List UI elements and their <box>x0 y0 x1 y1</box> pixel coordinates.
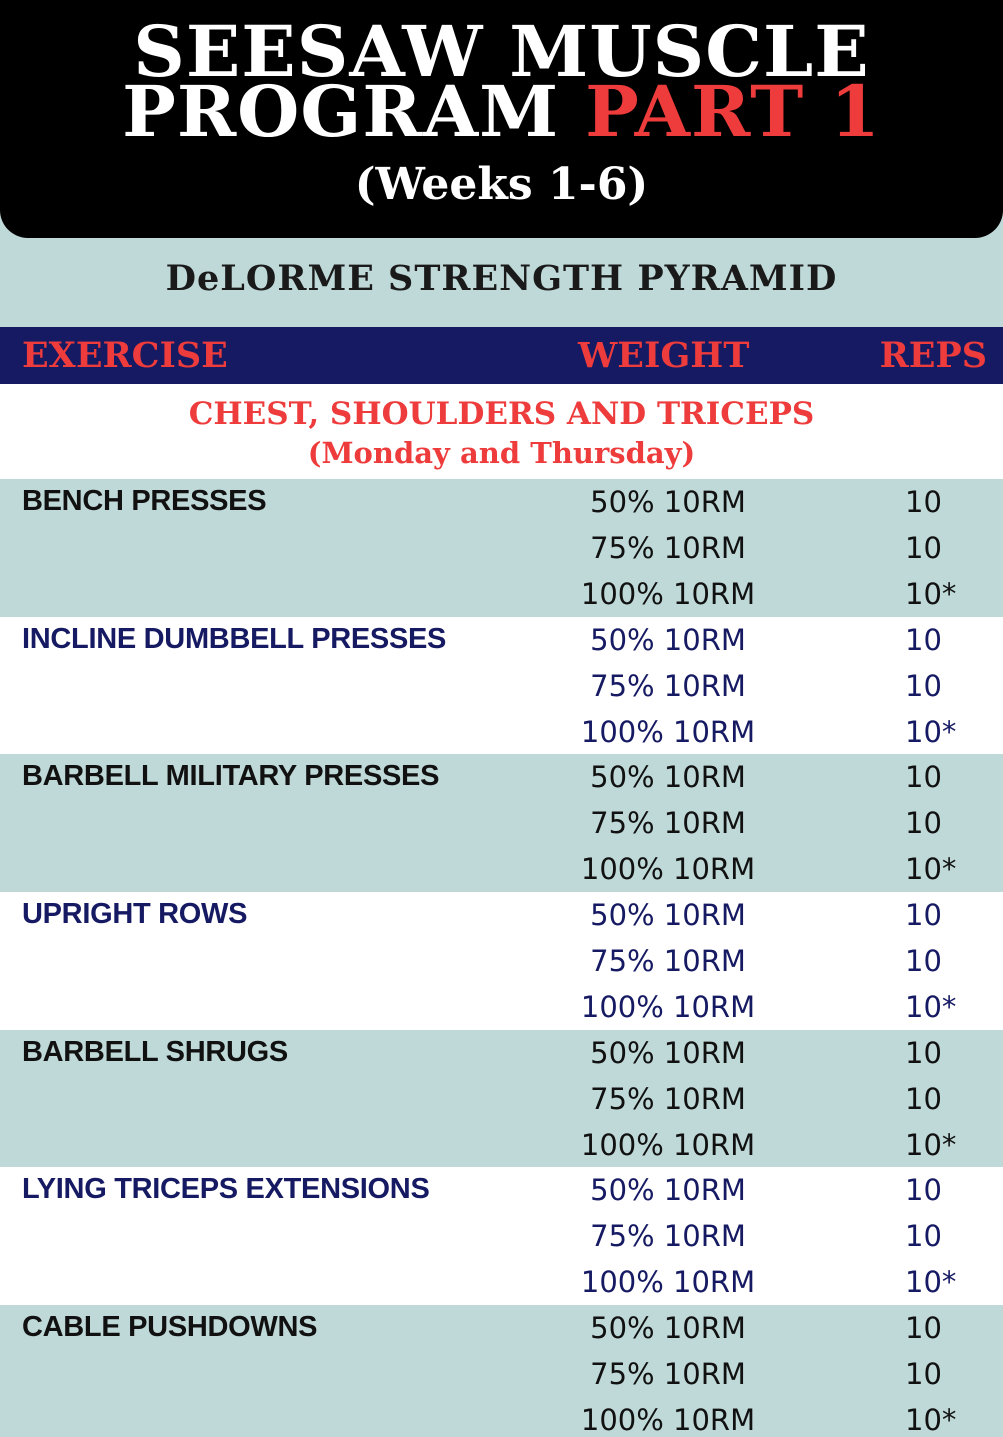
set-reps: 10 <box>905 760 942 795</box>
set-row <box>0 984 1003 1030</box>
set-row <box>0 1259 1003 1305</box>
set-weight: 100% 10RM <box>580 1265 756 1300</box>
set-reps: 10* <box>905 990 957 1025</box>
set-row <box>0 571 1003 617</box>
set-weight: 75% 10RM <box>590 1081 746 1116</box>
set-row <box>0 1167 1003 1213</box>
set-reps: 10* <box>905 1127 957 1162</box>
set-weight: 100% 10RM <box>580 1403 756 1437</box>
exercise-row <box>0 1305 1003 1437</box>
set-row <box>0 663 1003 709</box>
program-subtitle: DeLORME STRENGTH PYRAMID <box>165 258 838 299</box>
weeks-label: (Weeks 1-6) <box>354 159 649 210</box>
set-weight: 100% 10RM <box>580 577 756 611</box>
exercise-table <box>0 479 1003 1437</box>
set-row <box>0 617 1003 663</box>
set-weight: 75% 10RM <box>590 1219 746 1254</box>
exercise-name: CABLE PUSHDOWNS <box>22 1311 318 1344</box>
set-weight: 100% 10RM <box>580 1127 756 1162</box>
set-row <box>0 892 1003 938</box>
set-weight: 50% 10RM <box>590 1173 746 1208</box>
set-reps: 10 <box>905 806 942 841</box>
set-row <box>0 709 1003 755</box>
header-banner <box>0 0 1003 238</box>
set-reps: 10* <box>905 577 957 611</box>
set-weight: 100% 10RM <box>580 990 756 1025</box>
set-reps: 10 <box>905 898 942 933</box>
set-weight: 75% 10RM <box>590 668 746 703</box>
title-line-2 <box>0 70 1003 153</box>
set-reps: 10 <box>905 622 942 657</box>
set-row <box>0 525 1003 571</box>
set-weight: 50% 10RM <box>590 898 746 933</box>
set-row <box>0 479 1003 525</box>
set-row <box>0 800 1003 846</box>
set-reps: 10 <box>905 1311 942 1346</box>
set-reps: 10 <box>905 668 942 703</box>
column-header-bar <box>0 327 1003 384</box>
exercise-row <box>0 479 1003 617</box>
exercise-row <box>0 617 1003 755</box>
title-line-1: SEESAW MUSCLE <box>133 10 870 93</box>
set-weight: 50% 10RM <box>590 760 746 795</box>
set-weight: 50% 10RM <box>590 622 746 657</box>
section-header <box>0 384 1003 479</box>
column-exercise: EXERCISE <box>22 335 228 376</box>
column-reps: REPS <box>879 335 987 376</box>
title-part: PART 1 <box>585 70 881 153</box>
set-row <box>0 1122 1003 1168</box>
set-weight: 75% 10RM <box>590 944 746 979</box>
set-weight: 50% 10RM <box>590 1035 746 1070</box>
set-reps: 10 <box>905 485 942 519</box>
set-row <box>0 1397 1003 1437</box>
section-days: (Monday and Thursday) <box>307 436 696 470</box>
set-reps: 10 <box>905 1081 942 1116</box>
exercise-row <box>0 754 1003 892</box>
exercise-row <box>0 1030 1003 1168</box>
set-reps: 10 <box>905 1035 942 1070</box>
set-weight: 100% 10RM <box>580 714 756 749</box>
exercise-name: BARBELL MILITARY PRESSES <box>22 760 440 793</box>
set-row <box>0 938 1003 984</box>
set-reps: 10 <box>905 944 942 979</box>
exercise-row <box>0 892 1003 1030</box>
set-weight: 75% 10RM <box>590 806 746 841</box>
exercise-name: BENCH PRESSES <box>22 485 267 517</box>
set-row <box>0 1076 1003 1122</box>
set-row <box>0 754 1003 800</box>
set-reps: 10 <box>905 1219 942 1254</box>
exercise-name: INCLINE DUMBBELL PRESSES <box>22 622 447 655</box>
set-reps: 10 <box>905 531 942 565</box>
set-row <box>0 1030 1003 1076</box>
section-title: CHEST, SHOULDERS AND TRICEPS <box>188 396 815 432</box>
set-weight: 50% 10RM <box>590 1311 746 1346</box>
set-reps: 10 <box>905 1173 942 1208</box>
set-row <box>0 846 1003 892</box>
set-weight: 50% 10RM <box>590 485 746 519</box>
exercise-name: BARBELL SHRUGS <box>22 1035 288 1068</box>
set-reps: 10* <box>905 1265 957 1300</box>
set-weight: 75% 10RM <box>590 1357 746 1392</box>
set-row <box>0 1351 1003 1397</box>
exercise-name: LYING TRICEPS EXTENSIONS <box>22 1173 430 1206</box>
set-reps: 10 <box>905 1357 942 1392</box>
set-reps: 10* <box>905 1403 957 1437</box>
set-reps: 10* <box>905 852 957 887</box>
set-weight: 75% 10RM <box>590 531 746 565</box>
set-row <box>0 1213 1003 1259</box>
exercise-row <box>0 1167 1003 1305</box>
set-row <box>0 1305 1003 1351</box>
title-program: PROGRAM <box>122 70 560 153</box>
set-reps: 10* <box>905 714 957 749</box>
exercise-name: UPRIGHT ROWS <box>22 898 248 931</box>
set-weight: 100% 10RM <box>580 852 756 887</box>
column-weight: WEIGHT <box>578 335 750 376</box>
